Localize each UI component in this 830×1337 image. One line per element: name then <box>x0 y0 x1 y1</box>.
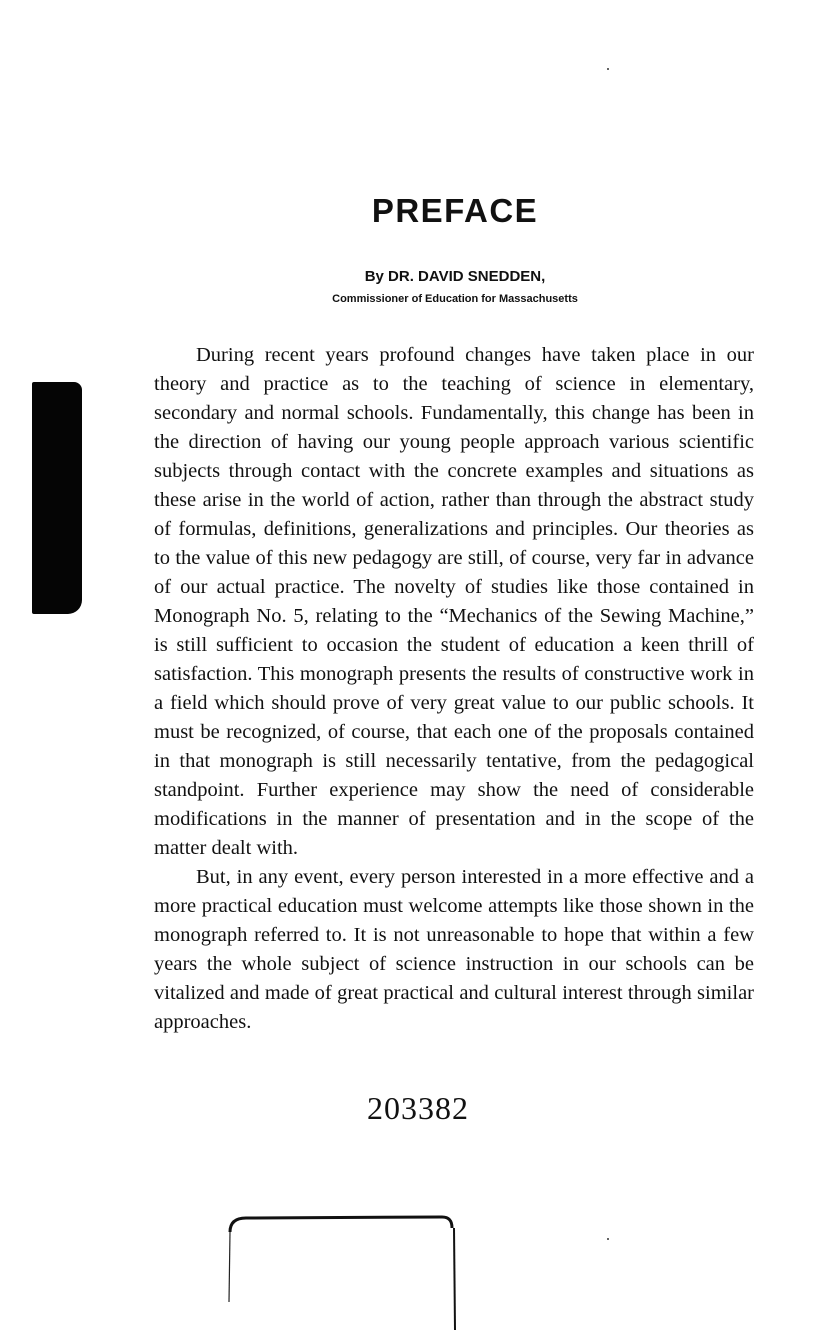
page-title: PREFACE <box>371 192 539 229</box>
black-tab-marker <box>32 382 82 614</box>
paper-speck <box>607 1238 609 1240</box>
preface-body <box>154 341 754 1037</box>
stamp-frame-outline <box>222 1212 462 1337</box>
paragraph: But, in any event, every person interested in a more effective and a more practical education must welcome attempts like those shown in the monograph referred to. It is not unreasonable to hope that within a few years the whole subject of science instruction in our schools can be vitalized and made of great practical and cultural interest through similar approaches. <box>154 866 754 1033</box>
author-byline: By DR. DAVID SNEDDEN, <box>364 268 546 285</box>
author-subtitle: Commissioner of Education for Massachusetts <box>332 293 578 305</box>
paper-speck <box>607 68 609 70</box>
catalog-number: 203382 <box>367 1090 469 1126</box>
paragraph: During recent years profound changes have taken place in our theory and practice as to the teaching of science in elementary, secondary and normal schools. Fundamentally, this change has been in the direction of having our young people approach various scientific subjects through contact with the concrete examples and situations as these arise in the world of action, rather than through the abstract study of formulas, definitions, generalizations and principles. Our theories as to the value of this new pedagogy are still, of course, very far in advance of our actual practice. The novelty of studies like those contained in Monograph No. 5, relating to the “Mechanics of the Sewing Machine,” is still sufficient to occasion the student of education a keen thrill of satisfaction. This monograph presents the results of constructive work in a field which should prove of very great value to our public schools. It must be recognized, of course, that each one of the proposals contained in that monograph is still necessarily tentative, from the pedagogical standpoint. Further experience may show the need of considerable modifications in the manner of presentation and in the scope of the matter dealt with. <box>154 344 754 859</box>
